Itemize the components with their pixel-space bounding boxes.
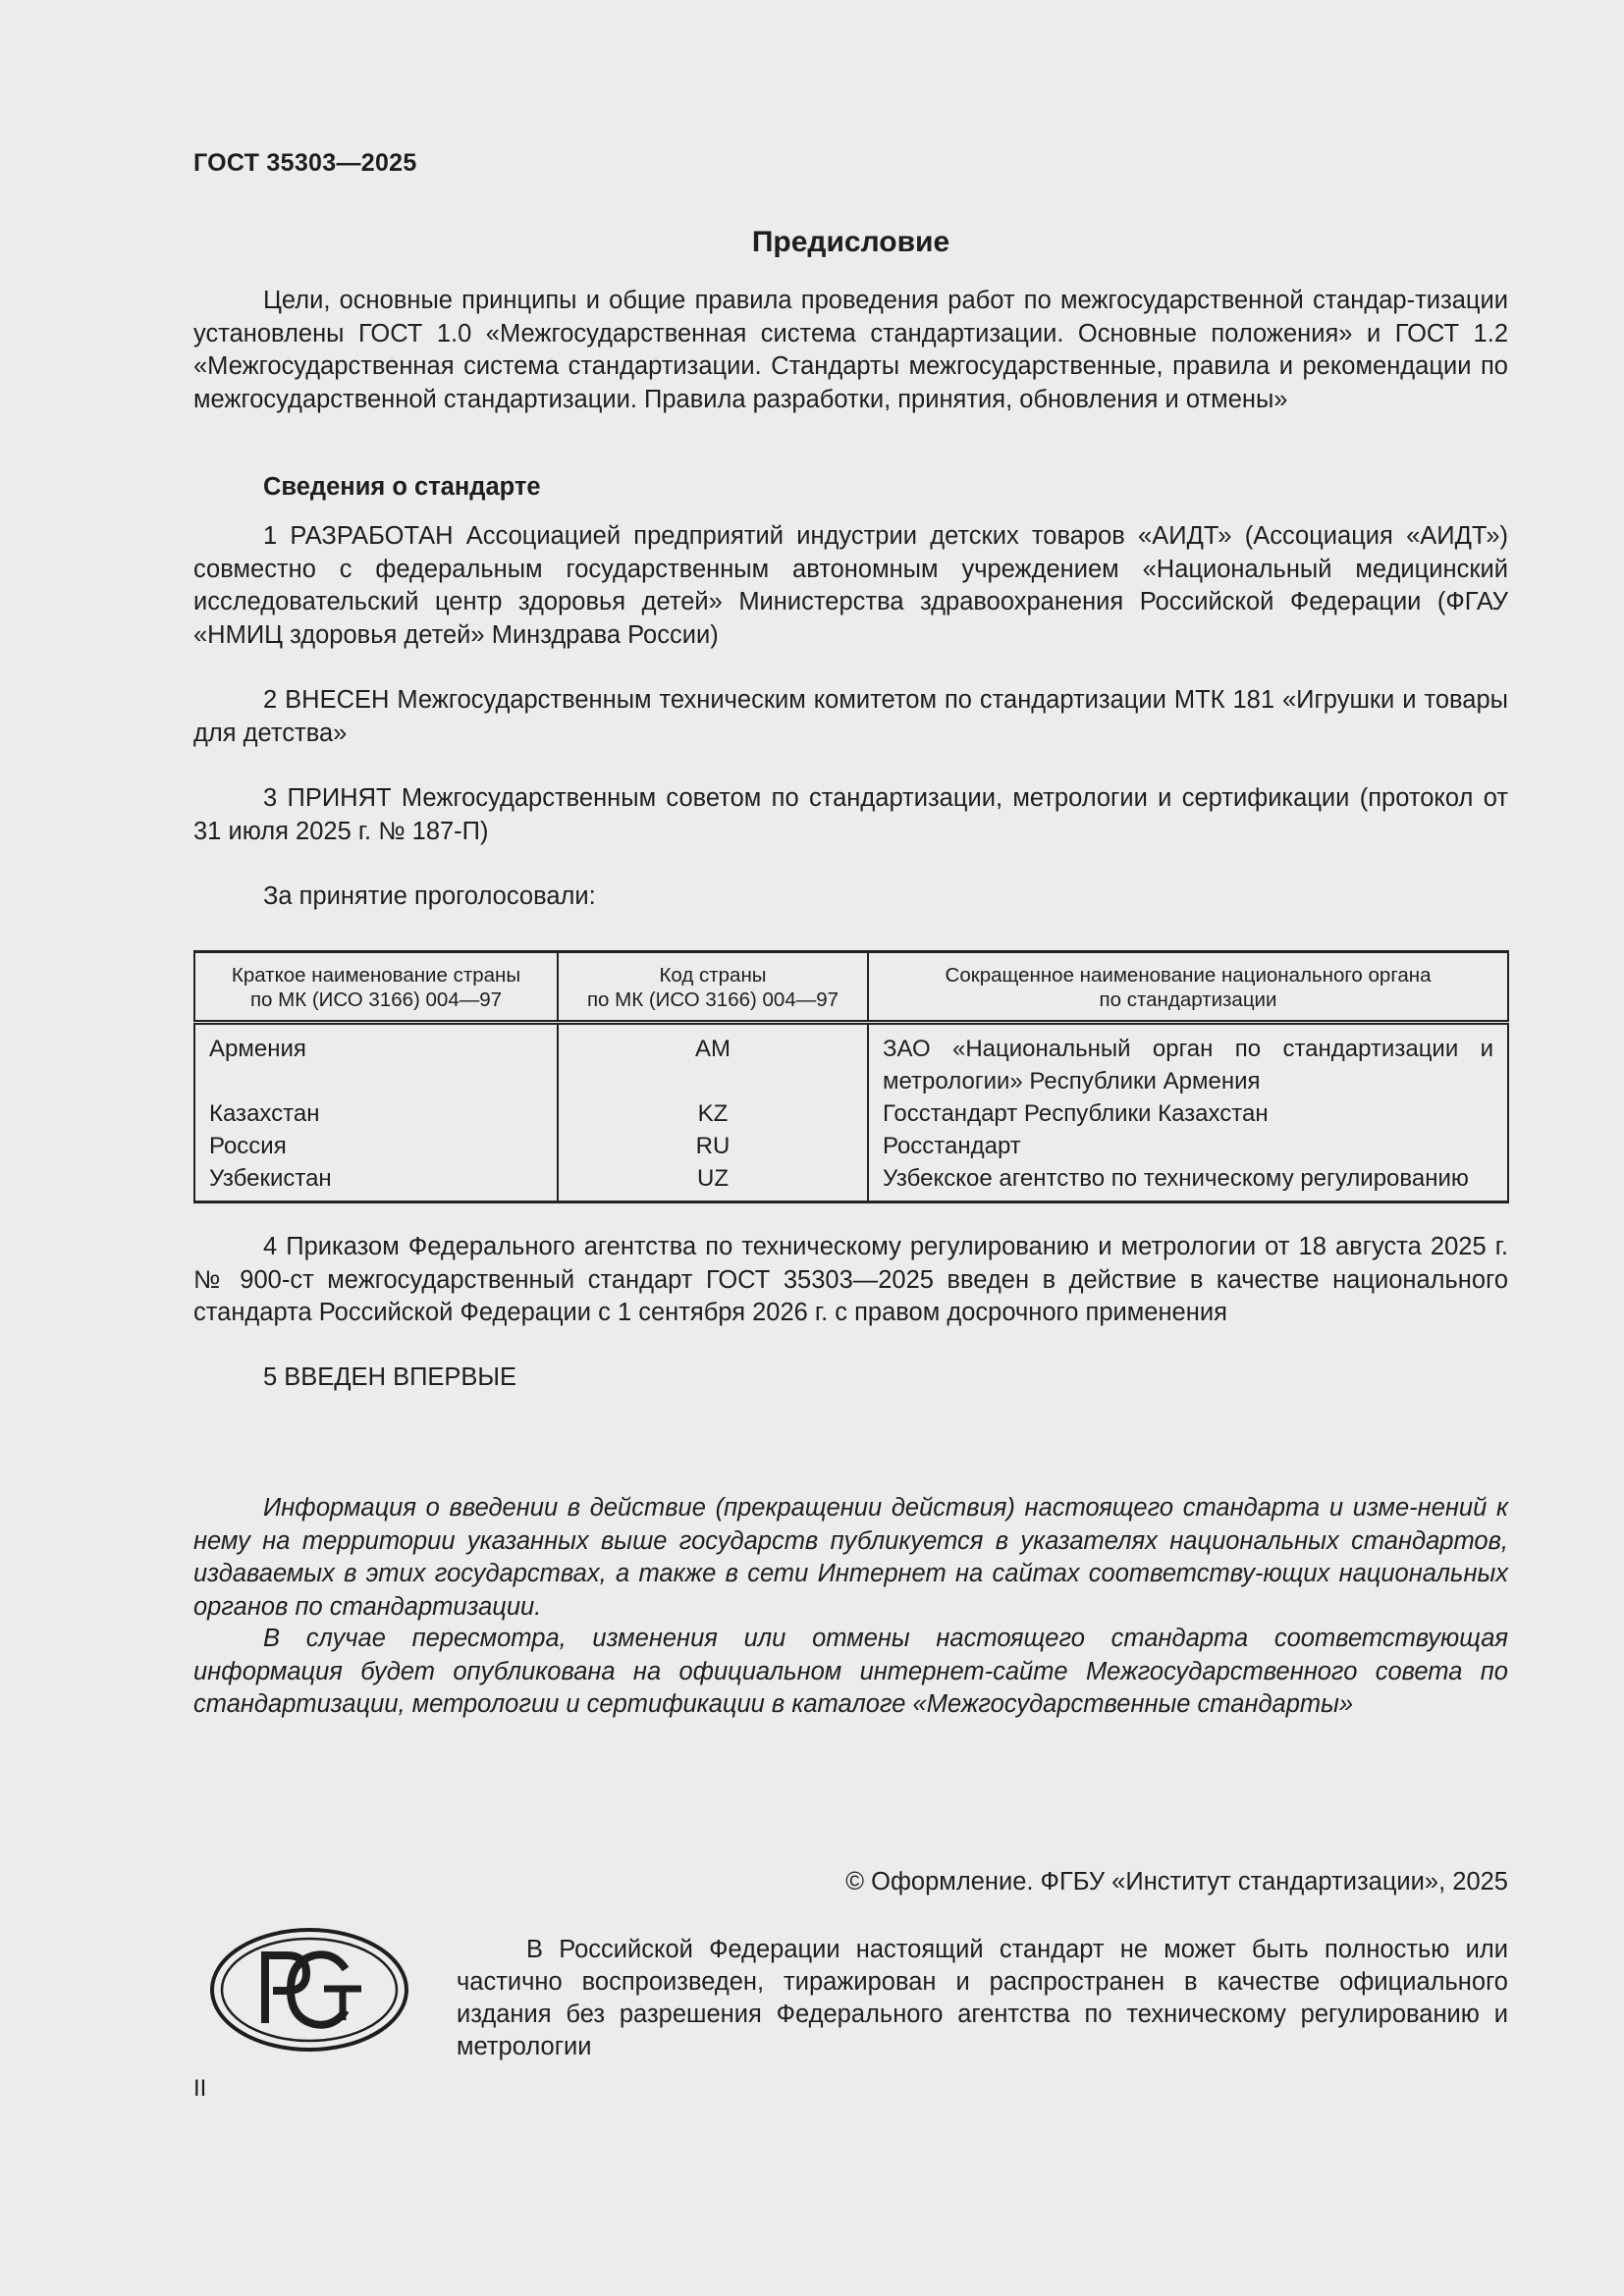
organization-cell: Росстандарт xyxy=(868,1130,1508,1162)
organization-cell: ЗАО «Национальный орган по стандартизации и метрологии» Республики Армения xyxy=(868,1023,1508,1098)
table-row xyxy=(194,1097,1508,1130)
table-row xyxy=(194,1162,1508,1202)
item-enacted: 4 Приказом Федерального агентства по техническому регулированию и метрологии от 18 августа 2025 г. № 900-ст межгосударственный стандарт ГОСТ 35303—2025 введен в действие в качестве национального стандарта Российской Федерации с 1 сентября 2026 г. с правом досрочного применения xyxy=(193,1233,1508,1326)
table-row xyxy=(194,1023,1508,1098)
code-cell: AM xyxy=(558,1023,868,1098)
votes-table-header xyxy=(194,952,1508,1023)
votes-table xyxy=(193,950,1509,1203)
code-cell: UZ xyxy=(558,1162,868,1202)
code-cell: KZ xyxy=(558,1097,868,1130)
country-cell: Казахстан xyxy=(194,1097,558,1130)
header-organization: Сокращенное наименование национального органа по стандартизации xyxy=(868,952,1508,1023)
table-row xyxy=(194,1130,1508,1162)
item-submitted: 2 ВНЕСЕН Межгосударственным техническим комитетом по стандартизации МТК 181 «Игрушки и товары для детства» xyxy=(193,686,1508,747)
item-adopted: 3 ПРИНЯТ Межгосударственным советом по стандартизации, метрологии и сертификации (протокол от 31 июля 2025 г. № 187-П) xyxy=(193,784,1508,845)
standard-info-heading: Сведения о стандарте xyxy=(263,473,541,501)
country-cell: Узбекистан xyxy=(194,1162,558,1202)
organization-cell: Узбекское агентство по техническому регулированию xyxy=(868,1162,1508,1202)
header-country: Краткое наименование страны по МК (ИСО 3166) 004—97 xyxy=(194,952,558,1023)
foreword-title: Предисловие xyxy=(751,226,950,258)
document-id: ГОСТ 35303—2025 xyxy=(193,149,417,177)
vote-intro: За принятие проголосовали: xyxy=(263,882,596,910)
reproduction-notice: В Российской Федерации настоящий стандарт не может быть полностью или частично воспроизведен, тиражирован и распространен в качестве официального издания без разрешения Федерального агентства по техническому регулированию и метрологии xyxy=(457,1936,1508,2060)
organization-cell: Госстандарт Республики Казахстан xyxy=(868,1097,1508,1130)
item-developed: 1 РАЗРАБОТАН Ассоциацией предприятий индустрии детских товаров «АИДТ» (Ассоциация «АИДТ») совместно с федеральным государственным автономным учреждением «Национальный медицинский исследовательский центр здоровья детей» Министерства здравоохранения Российской Федерации (ФГАУ «НМИЦ здоровья детей» Минздрава России) xyxy=(193,522,1508,649)
foreword-intro: Цели, основные принципы и общие правила проведения работ по межгосударственной стандар-тизации установлены ГОСТ 1.0 «Межгосударственная система стандартизации. Основные положения» и ГОСТ 1.2 «Межгосударственная система стандартизации. Стандарты межгосударственные, правила и рекомендации по межгосударственной стандартизации. Правила разработки, принятия, обновления и отмены» xyxy=(193,287,1508,413)
country-cell: Армения xyxy=(194,1023,558,1098)
page-number: II xyxy=(193,2075,207,2102)
header-code: Код страны по МК (ИСО 3166) 004—97 xyxy=(558,952,868,1023)
country-cell: Россия xyxy=(194,1130,558,1162)
copyright-line: © Оформление. ФГБУ «Институт стандартизации», 2025 xyxy=(845,1868,1508,1896)
item-first-introduced: 5 ВВЕДЕН ВПЕРВЫЕ xyxy=(263,1363,517,1391)
code-cell: RU xyxy=(558,1130,868,1162)
rst-logo-icon xyxy=(208,1926,410,2054)
info-note-revision: В случае пересмотра, изменения или отмены настоящего стандарта соответствующая информация будет опубликована на официальном интернет-сайте Межгосударственного совета по стандартизации, метрологии и сертификации в каталоге «Межгосударственные стандарты» xyxy=(193,1625,1508,1718)
info-note-publication: Информация о введении в действие (прекращении действия) настоящего стандарта и изме-нений к нему на территории указанных выше государств публикуется в указателях национальных стандартов, издаваемых в этих государствах, а также в сети Интернет на сайтах соответству-ющих национальных органов по стандартизации. xyxy=(193,1494,1508,1621)
